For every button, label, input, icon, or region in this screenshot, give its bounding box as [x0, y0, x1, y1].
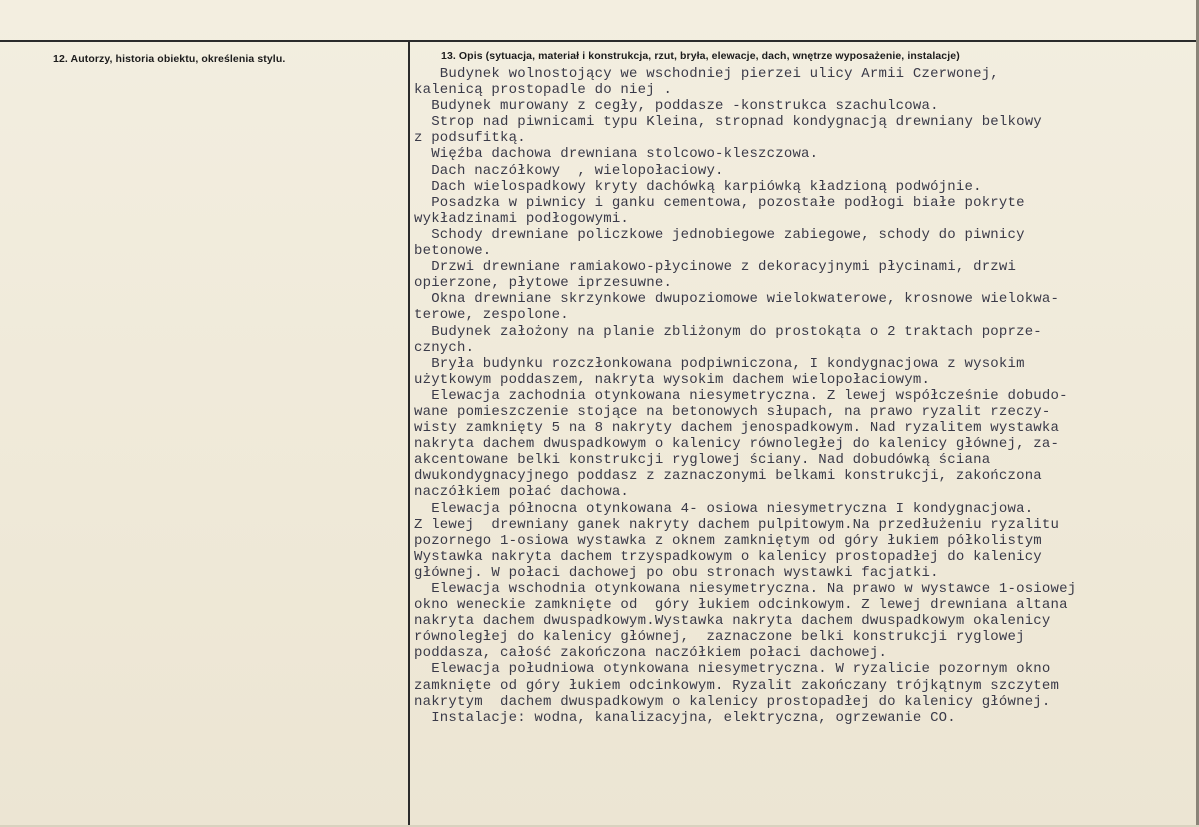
- description-line: Schody drewniane policzkowe jednobiegowe zabiegowe, schody do piwnicy: [414, 226, 1025, 243]
- description-line: Drzwi drewniane ramiakowo-płycinowe z dekoracyjnymi płycinami, drzwi: [414, 259, 1017, 276]
- description-line: Elewacja zachodnia otynkowana niesymetryczna. Z lewej współcześnie dobudo-: [414, 387, 1068, 404]
- description-line: cznych.: [414, 339, 475, 356]
- section-13-heading: 13. Opis (sytuacja, materiał i konstrukcja, rzut, bryła, elewacje, dach, wnętrze wyposażenie, instalacje): [441, 50, 960, 62]
- description-line: kalenicą prostopadle do niej .: [414, 82, 673, 99]
- description-line: Z lewej drewniany ganek nakryty dachem pulpitowym.Na przedłużeniu ryzalitu: [414, 516, 1060, 533]
- description-line: użytkowym poddaszem, nakryta wysokim dachem wielopołaciowym.: [414, 371, 931, 388]
- section-13-description: [414, 66, 1196, 726]
- description-line: zamknięte od góry łukiem odcinkowym. Ryzalit zakończany trójkątnym szczytem: [414, 677, 1060, 694]
- description-line: okno weneckie zamknięte od góry łukiem odcinkowym. Z lewej drewniana altana: [414, 597, 1068, 614]
- description-line: Budynek murowany z cegły, poddasze -konstrukca szachulcowa.: [414, 98, 939, 115]
- description-line: Elewacja północna otynkowana 4- osiowa niesymetryczna I kondygnacjowa.: [414, 500, 1034, 517]
- description-line: opierzone, płytowe iprzesuwne.: [414, 275, 673, 292]
- section-12-heading: 12. Autorzy, historia obiektu, określenia stylu.: [53, 53, 286, 65]
- description-line: Posadzka w piwnicy i ganku cementowa, pozostałe podłogi białe pokryte: [414, 194, 1025, 211]
- description-line: głównej. W połaci dachowej po obu stronach wystawki facjatki.: [414, 564, 939, 581]
- description-line: Więźba dachowa drewniana stolcowo-kleszczowa.: [414, 146, 819, 163]
- description-line: Okna drewniane skrzynkowe dwupoziomowe wielokwaterowe, krosnowe wielokwa-: [414, 291, 1060, 308]
- description-line: wane pomieszczenie stojące na betonowych słupach, na prawo ryzalit rzeczy-: [414, 403, 1051, 420]
- description-line: betonowe.: [414, 243, 492, 260]
- description-line: nakrytym dachem dwuspadkowym o kalenicy prostopadłej do kalenicy głównej.: [414, 693, 1051, 710]
- description-line: wykładzinami podłogowymi.: [414, 210, 630, 227]
- description-line: Elewacja południowa otynkowana niesymetryczna. W ryzalicie pozornym okno: [414, 661, 1051, 678]
- description-line: z podsufitką.: [414, 130, 526, 147]
- description-line: Dach naczółkowy , wielopołaciowy.: [414, 162, 724, 179]
- description-line: Elewacja wschodnia otynkowana niesymetryczna. Na prawo w wystawce 1-osiowej: [414, 581, 1077, 597]
- description-line: akcentowane belki konstrukcji ryglowej ściany. Nad dobudówką ściana: [414, 452, 991, 469]
- description-line: Bryła budynku rozczłonkowana podpiwniczona, I kondygnacjowa z wysokim: [414, 355, 1025, 372]
- description-line: Budynek wolnostojący we wschodniej pierzei ulicy Armii Czerwonej,: [414, 66, 999, 82]
- description-line: poddasza, całość zakończona naczółkiem połaci dachowej.: [414, 645, 888, 662]
- description-line: Dach wielospadkowy kryty dachówką karpiówką kładzioną podwójnie.: [414, 178, 982, 195]
- description-line: nakryta dachem dwuspadkowym.Wystawka nakryta dachem dwuspadkowym okalenicy: [414, 613, 1051, 630]
- description-line: Instalacje: wodna, kanalizacyjna, elektryczna, ogrzewanie CO.: [414, 709, 956, 726]
- top-divider: [0, 40, 1199, 42]
- description-line: nakryta dachem dwuspadkowym o kalenicy równoległej do kalenicy głównej, za-: [414, 436, 1060, 453]
- description-line: równoległej do kalenicy głównej, zaznaczone belki konstrukcji ryglowej: [414, 629, 1025, 646]
- description-line: Strop nad piwnicami typu Kleina, stropnad kondygnacją drewniany belkowy: [414, 114, 1042, 131]
- description-line: pozornego 1-osiowa wystawka z oknem zamkniętym od góry łukiem półkolistym: [414, 532, 1042, 549]
- description-line: terowe, zespolone.: [414, 307, 569, 324]
- description-line: Wystawka nakryta dachem trzyspadkowym o kalenicy prostopadłej do kalenicy: [414, 548, 1042, 565]
- description-line: dwukondygnacyjnego poddasz z zaznaczonymi belkami konstrukcji, zakończona: [414, 468, 1042, 485]
- column-divider: [408, 40, 410, 827]
- description-line: naczółkiem połać dachowa.: [414, 484, 630, 501]
- description-line: wisty zamknięty 5 na 8 nakryty dachem jenospadkowym. Nad ryzalitem wystawka: [414, 420, 1060, 437]
- description-line: Budynek założony na planie zbliżonym do prostokąta o 2 traktach poprze-: [414, 323, 1042, 340]
